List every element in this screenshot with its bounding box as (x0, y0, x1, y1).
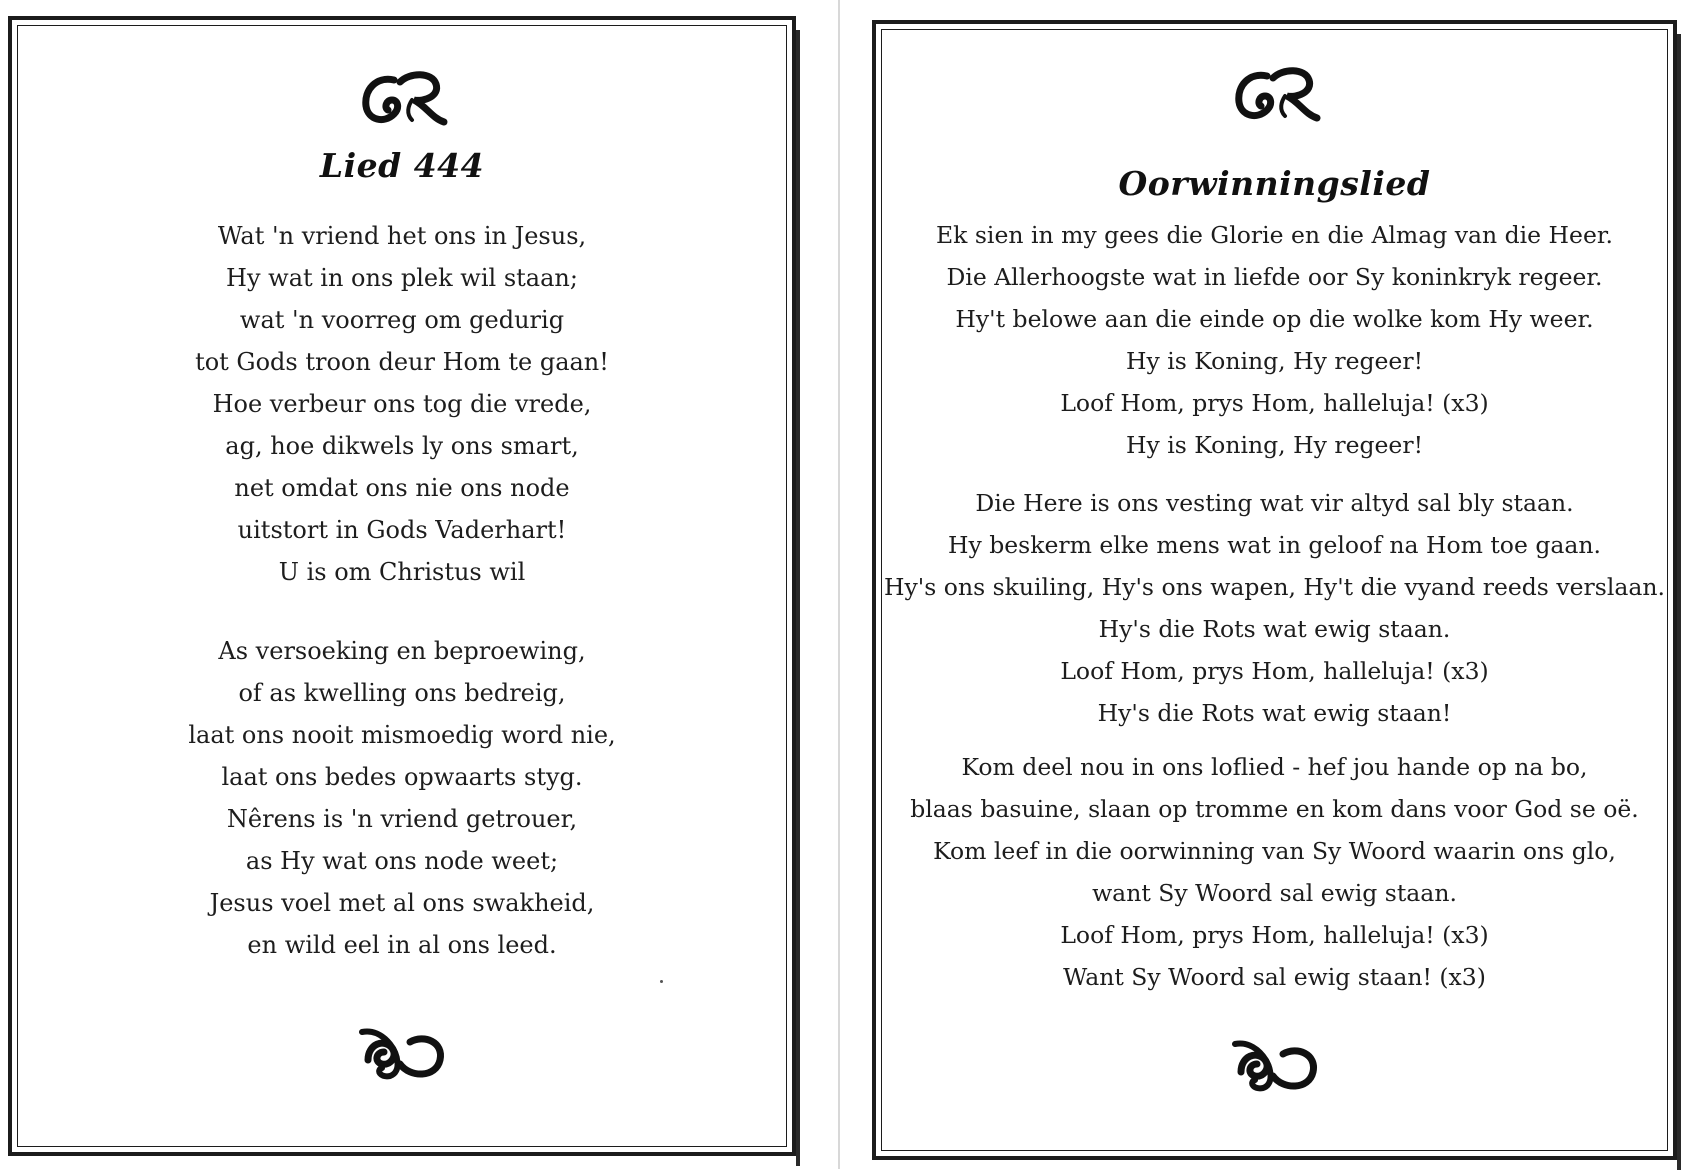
page-lied-444 (8, 16, 796, 1156)
stanza-1 (876, 214, 1673, 466)
verse-line: wat 'n voorreg om gedurig (239, 306, 565, 334)
verse-line: want Sy Woord sal ewig staan. (1092, 879, 1457, 907)
top-ornament-icon (1227, 62, 1323, 126)
verse-line: Hy't belowe aan die einde op die wolke kom Hy weer. (955, 305, 1594, 333)
verse-line: Wat 'n vriend het ons in Jesus, (217, 222, 587, 250)
bottom-ornament-icon (354, 1020, 450, 1084)
verse-line: Jesus voel met al ons swakheid, (209, 889, 595, 917)
verse-line: laat ons bedes opwaarts styg. (221, 763, 583, 791)
verse-line: Loof Hom, prys Hom, halleluja! (x3) (1060, 389, 1489, 417)
paper-speck (660, 980, 663, 983)
verse-line: as Hy wat ons node weet; (245, 847, 559, 875)
page-title: Oorwinningslied (1118, 164, 1431, 203)
verse-line: uitstort in Gods Vaderhart! (237, 516, 567, 544)
bottom-ornament-icon (1227, 1032, 1323, 1096)
verse-line: en wild eel in al ons leed. (247, 931, 557, 959)
verse-line: U is om Christus wil (278, 558, 526, 586)
verse-line: Hy beskerm elke mens wat in geloof na Hom toe gaan. (947, 531, 1602, 559)
verse-line: Hy's die Rots wat ewig staan. (1098, 615, 1451, 643)
verse-line: net omdat ons nie ons node (234, 474, 570, 502)
stanza-3 (876, 746, 1673, 998)
page-oorwinningslied (872, 20, 1677, 1160)
verse-line: tot Gods troon deur Hom te gaan! (195, 348, 609, 376)
stanza-2 (876, 482, 1673, 734)
verse-line: Nêrens is 'n vriend getrouer, (226, 805, 578, 833)
verse-line: As versoeking en beproewing, (218, 637, 586, 665)
verse-line: Ek sien in my gees die Glorie en die Almag van die Heer. (936, 221, 1613, 249)
verse-line: Hoe verbeur ons tog die vrede, (212, 390, 592, 418)
verse-line: Loof Hom, prys Hom, halleluja! (x3) (1060, 657, 1489, 685)
verse-line: Hy is Koning, Hy regeer! (1125, 431, 1424, 459)
verse-line: Want Sy Woord sal ewig staan! (x3) (1063, 963, 1486, 991)
page-title: Lied 444 (319, 146, 485, 185)
verse-line: of as kwelling ons bedreig, (238, 679, 566, 707)
verse-line: Hy's ons skuiling, Hy's ons wapen, Hy't die vyand reeds verslaan. (884, 573, 1665, 601)
page-fold (838, 0, 840, 1169)
verse-line: blaas basuine, slaan op tromme en kom dans voor God se oë. (910, 795, 1639, 823)
verse-line: laat ons nooit mismoedig word nie, (188, 721, 616, 749)
stanza-1 (12, 215, 792, 593)
verse-line: Hy wat in ons plek wil staan; (226, 264, 578, 292)
stanza-2 (12, 630, 792, 966)
verse-line: Die Here is ons vesting wat vir altyd sal bly staan. (975, 489, 1574, 517)
verse-line: Kom leef in die oorwinning van Sy Woord waarin ons glo, (933, 837, 1616, 865)
verse-line: Kom deel nou in ons loflied - hef jou hande op na bo, (961, 753, 1588, 781)
verse-line: Die Allerhoogste wat in liefde oor Sy koninkryk regeer. (946, 263, 1603, 291)
verse-line: Hy's die Rots wat ewig staan! (1097, 699, 1452, 727)
verse-line: ag, hoe dikwels ly ons smart, (225, 432, 579, 460)
top-ornament-icon (354, 66, 450, 130)
verse-line: Hy is Koning, Hy regeer! (1125, 347, 1424, 375)
verse-line: Loof Hom, prys Hom, halleluja! (x3) (1060, 921, 1489, 949)
